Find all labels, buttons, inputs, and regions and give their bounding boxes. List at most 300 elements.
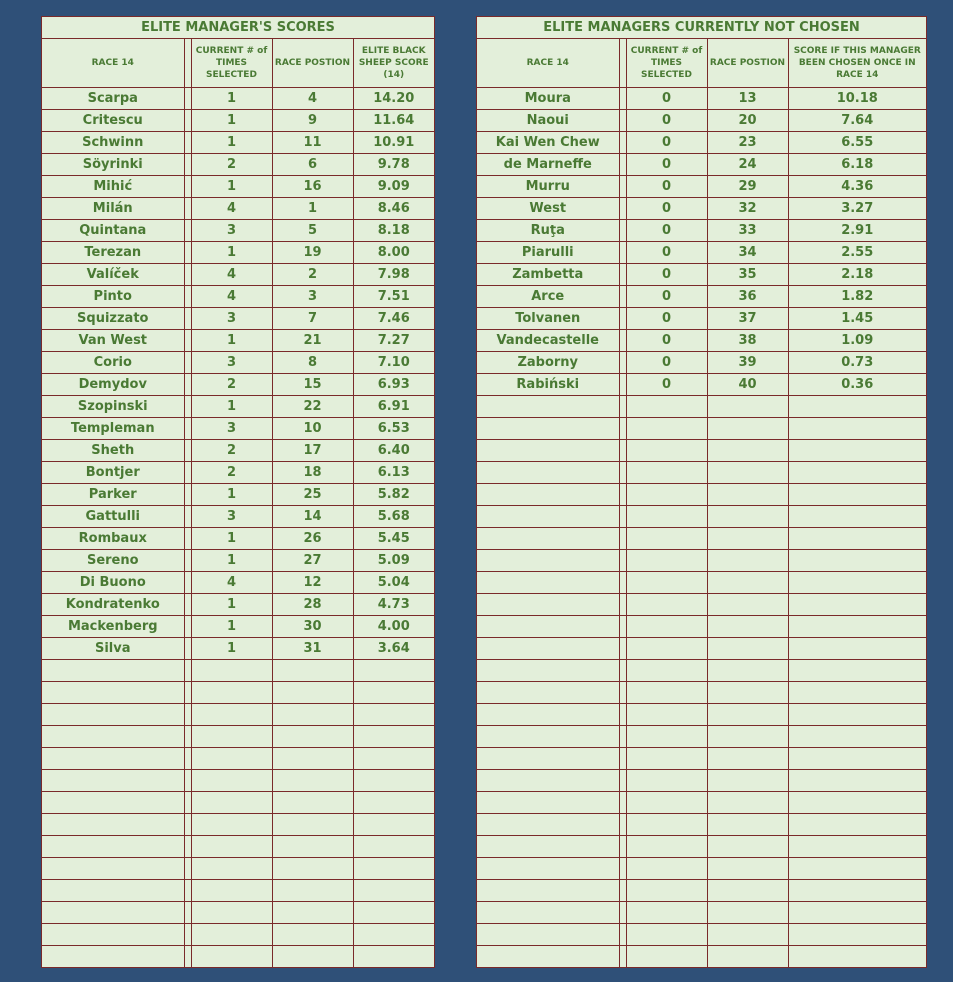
- table-row: [42, 396, 434, 418]
- empty-row: [477, 682, 926, 704]
- race-position-empty: [707, 704, 788, 726]
- manager-name: Sereno: [42, 550, 184, 572]
- score-empty: [788, 638, 926, 660]
- manager-name-empty: [477, 858, 619, 880]
- empty-row: [42, 748, 434, 770]
- gap: [184, 638, 191, 660]
- score-empty: [353, 946, 434, 968]
- score: 10.18: [788, 88, 926, 110]
- gap-empty: [619, 594, 626, 616]
- gap-empty: [184, 748, 191, 770]
- gap: [184, 550, 191, 572]
- empty-row: [477, 770, 926, 792]
- manager-name: Rombaux: [42, 528, 184, 550]
- gap: [184, 528, 191, 550]
- gap: [184, 594, 191, 616]
- score-empty: [353, 682, 434, 704]
- manager-name: Murru: [477, 176, 619, 198]
- manager-name-empty: [42, 814, 184, 836]
- score: 8.46: [353, 198, 434, 220]
- score-empty: [788, 462, 926, 484]
- gap: [184, 616, 191, 638]
- empty-row: [477, 638, 926, 660]
- race-position: 24: [707, 154, 788, 176]
- manager-name-empty: [477, 814, 619, 836]
- race-position-empty: [707, 924, 788, 946]
- race-position: 1: [272, 198, 353, 220]
- score: 1.09: [788, 330, 926, 352]
- score: 6.91: [353, 396, 434, 418]
- manager-name: Squizzato: [42, 308, 184, 330]
- gap-empty: [184, 814, 191, 836]
- race-position-empty: [707, 638, 788, 660]
- empty-row: [477, 594, 926, 616]
- manager-name-empty: [42, 770, 184, 792]
- times-selected: 0: [626, 286, 707, 308]
- manager-name: Bontjer: [42, 462, 184, 484]
- race-position-empty: [707, 418, 788, 440]
- header-race-position: RACE POSTION: [272, 39, 353, 88]
- gap-empty: [619, 682, 626, 704]
- not-chosen-managers-panel: [476, 16, 927, 968]
- times-selected-empty: [626, 616, 707, 638]
- manager-name: Mihić: [42, 176, 184, 198]
- times-selected-empty: [626, 550, 707, 572]
- table-row: [477, 374, 926, 396]
- times-selected-empty: [191, 902, 272, 924]
- header-row: [42, 39, 434, 88]
- empty-row: [477, 858, 926, 880]
- race-position-empty: [707, 484, 788, 506]
- race-position: 23: [707, 132, 788, 154]
- manager-name-empty: [477, 704, 619, 726]
- race-position-empty: [272, 902, 353, 924]
- times-selected: 4: [191, 286, 272, 308]
- manager-name-empty: [42, 704, 184, 726]
- table-row: [42, 176, 434, 198]
- race-position: 3: [272, 286, 353, 308]
- times-selected-empty: [626, 638, 707, 660]
- times-selected: 0: [626, 242, 707, 264]
- gap-empty: [619, 946, 626, 968]
- score: 8.18: [353, 220, 434, 242]
- manager-name-empty: [42, 946, 184, 968]
- score-empty: [788, 396, 926, 418]
- score: 11.64: [353, 110, 434, 132]
- empty-row: [42, 880, 434, 902]
- race-position-empty: [707, 880, 788, 902]
- score: 7.64: [788, 110, 926, 132]
- race-position: 14: [272, 506, 353, 528]
- score: 6.18: [788, 154, 926, 176]
- race-position-empty: [272, 704, 353, 726]
- score-empty: [788, 484, 926, 506]
- times-selected-empty: [191, 660, 272, 682]
- race-position-empty: [707, 396, 788, 418]
- score: 9.78: [353, 154, 434, 176]
- left-panel-title: ELITE MANAGER'S SCORES: [42, 17, 434, 39]
- gap-empty: [184, 660, 191, 682]
- manager-name-empty: [477, 880, 619, 902]
- score: 6.40: [353, 440, 434, 462]
- gap: [184, 242, 191, 264]
- gap: [184, 462, 191, 484]
- race-position: 19: [272, 242, 353, 264]
- score-empty: [788, 748, 926, 770]
- times-selected: 1: [191, 330, 272, 352]
- times-selected-empty: [191, 858, 272, 880]
- score: 5.82: [353, 484, 434, 506]
- times-selected-empty: [191, 946, 272, 968]
- manager-name-empty: [477, 484, 619, 506]
- table-row: [42, 484, 434, 506]
- race-position: 40: [707, 374, 788, 396]
- times-selected-empty: [626, 924, 707, 946]
- score: 0.73: [788, 352, 926, 374]
- score: 5.68: [353, 506, 434, 528]
- score-empty: [353, 748, 434, 770]
- empty-row: [477, 440, 926, 462]
- times-selected: 2: [191, 154, 272, 176]
- race-position: 35: [707, 264, 788, 286]
- times-selected-empty: [626, 572, 707, 594]
- empty-row: [477, 704, 926, 726]
- gap: [184, 572, 191, 594]
- gap-empty: [619, 462, 626, 484]
- score-empty: [353, 902, 434, 924]
- gap-empty: [619, 748, 626, 770]
- score: 10.91: [353, 132, 434, 154]
- table-row: [42, 220, 434, 242]
- gap-empty: [619, 616, 626, 638]
- gap: [619, 264, 626, 286]
- times-selected-empty: [626, 902, 707, 924]
- manager-name-empty: [42, 836, 184, 858]
- race-position-empty: [707, 660, 788, 682]
- score-empty: [788, 418, 926, 440]
- table-row: [42, 616, 434, 638]
- score: 14.20: [353, 88, 434, 110]
- race-position: 26: [272, 528, 353, 550]
- manager-name-empty: [477, 572, 619, 594]
- race-position: 20: [707, 110, 788, 132]
- gap-empty: [619, 924, 626, 946]
- score-empty: [788, 682, 926, 704]
- manager-name: Milán: [42, 198, 184, 220]
- manager-name: Naoui: [477, 110, 619, 132]
- gap: [184, 220, 191, 242]
- gap: [619, 374, 626, 396]
- score: 6.55: [788, 132, 926, 154]
- manager-name: Quintana: [42, 220, 184, 242]
- manager-name: Sheth: [42, 440, 184, 462]
- times-selected-empty: [191, 748, 272, 770]
- times-selected-empty: [626, 484, 707, 506]
- empty-row: [477, 506, 926, 528]
- manager-name-empty: [42, 726, 184, 748]
- times-selected-empty: [191, 836, 272, 858]
- gap-empty: [619, 792, 626, 814]
- table-row: [42, 154, 434, 176]
- race-position: 9: [272, 110, 353, 132]
- score: 4.00: [353, 616, 434, 638]
- race-position-empty: [707, 748, 788, 770]
- empty-row: [477, 902, 926, 924]
- race-position: 37: [707, 308, 788, 330]
- times-selected-empty: [626, 528, 707, 550]
- race-position: 4: [272, 88, 353, 110]
- score-empty: [788, 528, 926, 550]
- table-row: [42, 198, 434, 220]
- table-row: [477, 264, 926, 286]
- gap: [619, 330, 626, 352]
- table-row: [42, 550, 434, 572]
- gap: [619, 132, 626, 154]
- gap-empty: [619, 858, 626, 880]
- gap: [184, 396, 191, 418]
- times-selected-empty: [626, 704, 707, 726]
- times-selected-empty: [191, 924, 272, 946]
- header-race: RACE 14: [477, 39, 619, 88]
- gap-empty: [184, 946, 191, 968]
- race-position-empty: [272, 748, 353, 770]
- manager-name-empty: [42, 660, 184, 682]
- race-position: 11: [272, 132, 353, 154]
- empty-row: [42, 682, 434, 704]
- race-position-empty: [707, 836, 788, 858]
- empty-row: [477, 836, 926, 858]
- race-position: 33: [707, 220, 788, 242]
- gap-empty: [619, 880, 626, 902]
- race-position: 25: [272, 484, 353, 506]
- times-selected-empty: [626, 462, 707, 484]
- gap-empty: [619, 836, 626, 858]
- score-empty: [788, 814, 926, 836]
- gap: [184, 132, 191, 154]
- empty-row: [42, 704, 434, 726]
- gap: [619, 154, 626, 176]
- times-selected-empty: [626, 506, 707, 528]
- race-position-empty: [707, 506, 788, 528]
- race-position-empty: [272, 792, 353, 814]
- empty-row: [477, 484, 926, 506]
- gap-empty: [619, 572, 626, 594]
- right-panel-title: ELITE MANAGERS CURRENTLY NOT CHOSEN: [477, 17, 926, 39]
- score-empty: [788, 880, 926, 902]
- race-position-empty: [707, 946, 788, 968]
- times-selected-empty: [626, 726, 707, 748]
- times-selected-empty: [626, 418, 707, 440]
- race-position: 5: [272, 220, 353, 242]
- gap: [184, 440, 191, 462]
- manager-name-empty: [42, 748, 184, 770]
- empty-row: [477, 462, 926, 484]
- manager-name: Kai Wen Chew: [477, 132, 619, 154]
- times-selected: 0: [626, 110, 707, 132]
- table-row: [42, 638, 434, 660]
- race-position: 16: [272, 176, 353, 198]
- score: 1.45: [788, 308, 926, 330]
- empty-row: [42, 770, 434, 792]
- race-position: 17: [272, 440, 353, 462]
- times-selected: 2: [191, 374, 272, 396]
- times-selected: 0: [626, 220, 707, 242]
- table-row: [477, 286, 926, 308]
- gap-empty: [619, 484, 626, 506]
- gap: [184, 154, 191, 176]
- times-selected: 0: [626, 88, 707, 110]
- score-empty: [353, 858, 434, 880]
- gap-empty: [619, 418, 626, 440]
- manager-name: Silva: [42, 638, 184, 660]
- times-selected: 3: [191, 506, 272, 528]
- score: 3.64: [353, 638, 434, 660]
- manager-name: Schwinn: [42, 132, 184, 154]
- manager-name-empty: [477, 418, 619, 440]
- gap-empty: [619, 814, 626, 836]
- empty-row: [42, 946, 434, 968]
- score: 6.53: [353, 418, 434, 440]
- table-row: [42, 462, 434, 484]
- table-row: [42, 594, 434, 616]
- score: 7.46: [353, 308, 434, 330]
- empty-row: [477, 924, 926, 946]
- manager-name-empty: [477, 792, 619, 814]
- table-row: [42, 352, 434, 374]
- race-position-empty: [707, 792, 788, 814]
- header-score: SCORE IF THIS MANAGER BEEN CHOSEN ONCE IN RACE 14: [788, 39, 926, 88]
- manager-name-empty: [42, 682, 184, 704]
- times-selected-empty: [191, 770, 272, 792]
- manager-name: Di Buono: [42, 572, 184, 594]
- gap: [184, 39, 191, 88]
- times-selected: 1: [191, 594, 272, 616]
- gap-empty: [619, 528, 626, 550]
- score-empty: [788, 704, 926, 726]
- empty-row: [42, 902, 434, 924]
- gap-empty: [184, 726, 191, 748]
- race-position-empty: [707, 682, 788, 704]
- times-selected-empty: [626, 792, 707, 814]
- header-times-selected: CURRENT # of TIMES SELECTED: [191, 39, 272, 88]
- race-position: 30: [272, 616, 353, 638]
- elite-scores-table: [42, 39, 434, 968]
- gap: [184, 330, 191, 352]
- race-position-empty: [707, 528, 788, 550]
- table-row: [477, 132, 926, 154]
- score-empty: [788, 616, 926, 638]
- gap: [619, 352, 626, 374]
- race-position: 22: [272, 396, 353, 418]
- gap: [184, 506, 191, 528]
- race-position-empty: [707, 616, 788, 638]
- times-selected: 1: [191, 110, 272, 132]
- manager-name: Critescu: [42, 110, 184, 132]
- gap-empty: [619, 704, 626, 726]
- table-row: [477, 154, 926, 176]
- empty-row: [477, 660, 926, 682]
- times-selected: 1: [191, 638, 272, 660]
- times-selected: 1: [191, 550, 272, 572]
- race-position: 29: [707, 176, 788, 198]
- times-selected: 4: [191, 572, 272, 594]
- table-row: [42, 88, 434, 110]
- score-empty: [788, 594, 926, 616]
- empty-row: [42, 660, 434, 682]
- score: 7.27: [353, 330, 434, 352]
- manager-name: West: [477, 198, 619, 220]
- empty-row: [42, 814, 434, 836]
- score: 7.51: [353, 286, 434, 308]
- race-position-empty: [272, 770, 353, 792]
- empty-row: [477, 946, 926, 968]
- table-row: [42, 330, 434, 352]
- score-empty: [353, 660, 434, 682]
- manager-name: Mackenberg: [42, 616, 184, 638]
- race-position-empty: [707, 440, 788, 462]
- score-empty: [788, 792, 926, 814]
- times-selected: 2: [191, 440, 272, 462]
- times-selected: 1: [191, 528, 272, 550]
- gap: [619, 308, 626, 330]
- empty-row: [477, 572, 926, 594]
- race-position-empty: [707, 814, 788, 836]
- times-selected: 0: [626, 176, 707, 198]
- manager-name: Corio: [42, 352, 184, 374]
- empty-row: [477, 748, 926, 770]
- times-selected-empty: [191, 814, 272, 836]
- score: 0.36: [788, 374, 926, 396]
- table-row: [42, 264, 434, 286]
- score-empty: [788, 572, 926, 594]
- header-times-selected: CURRENT # of TIMES SELECTED: [626, 39, 707, 88]
- manager-name-empty: [42, 858, 184, 880]
- score: 4.36: [788, 176, 926, 198]
- manager-name-empty: [477, 638, 619, 660]
- table-row: [42, 286, 434, 308]
- race-position: 7: [272, 308, 353, 330]
- race-position-empty: [272, 814, 353, 836]
- race-position: 2: [272, 264, 353, 286]
- header-race: RACE 14: [42, 39, 184, 88]
- times-selected: 0: [626, 198, 707, 220]
- empty-row: [477, 550, 926, 572]
- table-row: [477, 88, 926, 110]
- race-position: 21: [272, 330, 353, 352]
- race-position: 13: [707, 88, 788, 110]
- race-position-empty: [272, 880, 353, 902]
- manager-name-empty: [477, 748, 619, 770]
- table-row: [477, 308, 926, 330]
- table-row: [42, 242, 434, 264]
- score-empty: [353, 814, 434, 836]
- gap: [184, 352, 191, 374]
- manager-name-empty: [477, 440, 619, 462]
- manager-name: Pinto: [42, 286, 184, 308]
- gap-empty: [619, 770, 626, 792]
- header-race-position: RACE POSTION: [707, 39, 788, 88]
- race-position-empty: [272, 682, 353, 704]
- times-selected-empty: [626, 396, 707, 418]
- manager-name: Van West: [42, 330, 184, 352]
- gap-empty: [184, 792, 191, 814]
- empty-row: [477, 726, 926, 748]
- gap-empty: [184, 836, 191, 858]
- gap: [619, 242, 626, 264]
- empty-row: [477, 814, 926, 836]
- manager-name: Zambetta: [477, 264, 619, 286]
- manager-name: Demydov: [42, 374, 184, 396]
